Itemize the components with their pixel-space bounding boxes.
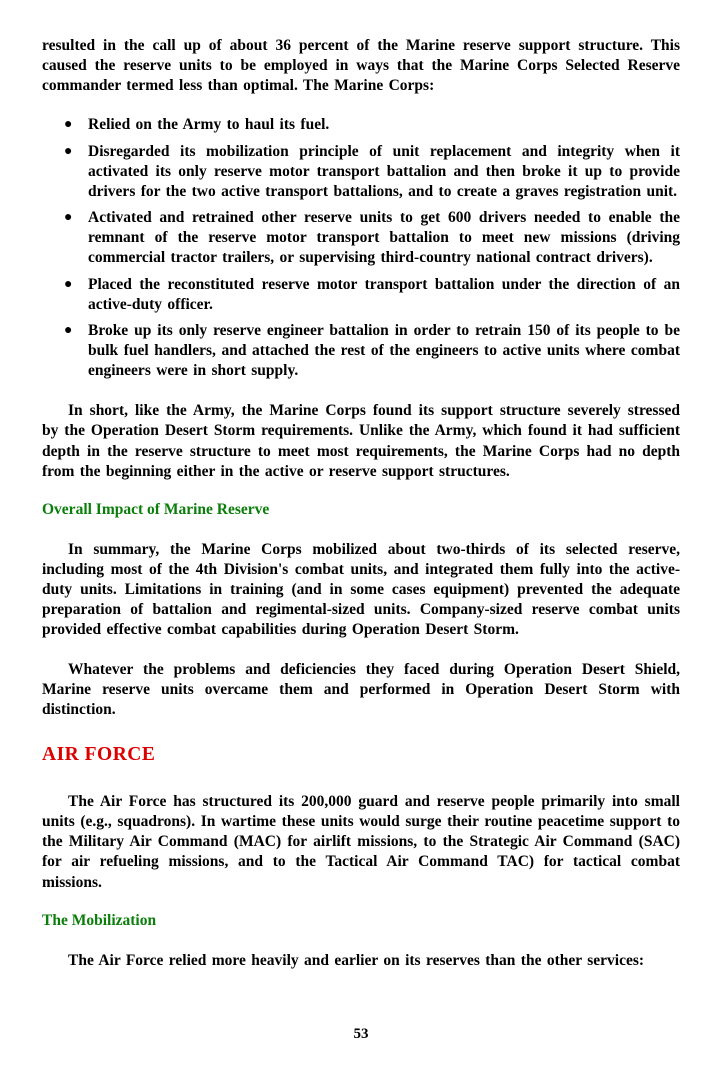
bullet-item [64, 208, 680, 268]
bullet-item [64, 275, 680, 315]
paragraph-intro-continued: resulted in the call up of about 36 percent of the Marine reserve support structure. This caused the reserve units to be employed in ways that the Marine Corps Selected Reserve commander termed less than optimal. The Marine Corps: [42, 37, 680, 95]
bullet-text: Relied on the Army to haul its fuel. [88, 116, 330, 134]
bullet-text: Disregarded its mobilization principle of unit replacement and integrity when it activated its only reserve motor transport battalion and then broke it up to provide drivers for the two active transport battalions, and to create a graves registration unit. [88, 142, 680, 200]
page-number: 53 [353, 1026, 369, 1042]
bullet-icon: ● [64, 210, 73, 226]
bullet-item [64, 142, 680, 202]
section-heading-mobilization: The Mobilization [42, 911, 157, 929]
section-heading-overall-impact: Overall Impact of Marine Reserve [42, 500, 270, 518]
bullet-icon: ● [64, 276, 73, 292]
paragraph-relied: The Air Force relied more heavily and earlier on its reserves than the other services: [68, 951, 645, 969]
bullet-icon: ● [64, 322, 73, 338]
paragraph-whatever: Whatever the problems and deficiencies they faced during Operation Desert Shield, Marine reserve units overcame them and performed in Operation Desert Storm with distinction. [42, 660, 680, 718]
bullet-item [64, 115, 680, 135]
bullet-text: Placed the reconstituted reserve motor transport battalion under the direction of an active-duty officer. [88, 275, 680, 313]
bullet-text: Broke up its only reserve engineer battalion in order to retrain 150 of its people to be bulk fuel handlers, and attached the rest of the engineers to active units where combat engineers were in short supply. [88, 321, 680, 380]
bullet-item [64, 321, 680, 381]
section-heading-air-force: AIR FORCE [42, 743, 156, 765]
paragraph-air-force: The Air Force has structured its 200,000 guard and reserve people primarily into small units (e.g., squadrons). In wartime these units would surge their routine peacetime support to the Military Air Command (MAC) for airlift missions, to the Strategic Air Command (SAC) for air refueling missions, and to the Tactical Air Command TAC) for tactical combat missions. [42, 792, 680, 891]
paragraph-in-short: In short, like the Army, the Marine Corps found its support structure severely stressed by the Operation Desert Storm requirements. Unlike the Army, which found it had sufficient depth in the reserve structure to meet most requirements, the Marine Corps had no depth from the beginning either in the active or reserve support structures. [42, 402, 680, 480]
bullet-list [42, 115, 680, 381]
paragraph-in-summary: In summary, the Marine Corps mobilized about two-thirds of its selected reserve, including most of the 4th Division's combat units, and integrated them fully into the active-duty units. Limitations in training (and in some cases equipment) prevented the adequate preparation of battalion and regimental-sized units. Company-sized reserve combat units provided effective combat capabilities during Operation Desert Storm. [42, 540, 680, 639]
bullet-icon: ● [64, 143, 73, 159]
bullet-icon: ● [64, 117, 73, 133]
bullet-text: Activated and retrained other reserve units to get 600 drivers needed to enable the remnant of the reserve motor transport battalion to meet new missions (driving commercial tractor trailers, or supervising third-country national contract drivers). [88, 209, 680, 267]
